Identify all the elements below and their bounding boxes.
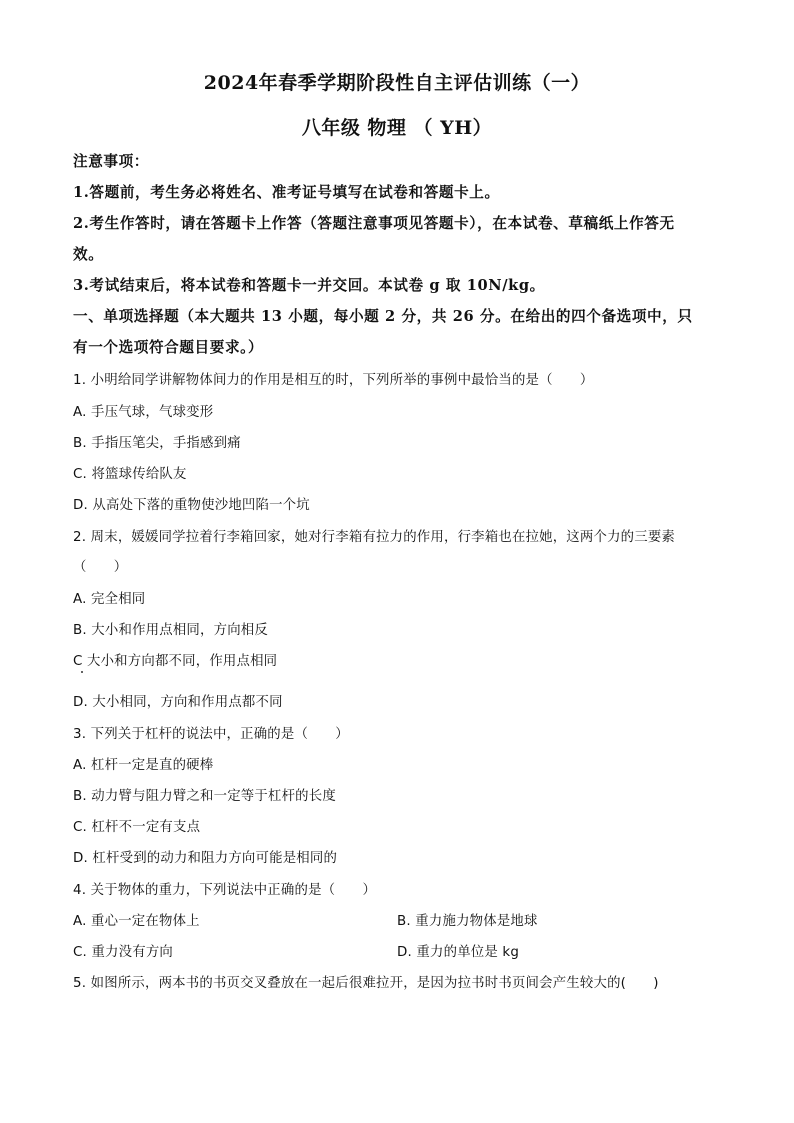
- note-item-1: 1.答题前，考生务必将姓名、准考证号填写在试卷和答题卡上。: [73, 184, 500, 201]
- question-2-option-a: A. 完全相同: [73, 592, 146, 607]
- notes-heading: 注意事项：: [73, 153, 149, 170]
- question-2-stem-bracket: （ ）: [73, 560, 128, 575]
- question-3-stem: 3. 下列关于杠杆的说法中，正确的是（ ）: [73, 727, 349, 742]
- question-1-option-d: D. 从高处下落的重物使沙地凹陷一个坑: [73, 498, 310, 513]
- question-4-option-a: A. 重心一定在物体上: [73, 914, 200, 929]
- note-item-2: 2.考生作答时，请在答题卡上作答（答题注意事项见答题卡），在本试卷、草稿纸上作答无: [73, 215, 675, 232]
- stray-dot: [81, 671, 83, 673]
- note-item-2-cont: 效。: [73, 246, 104, 263]
- question-3-option-a: A. 杠杆一定是直的硬棒: [73, 758, 214, 773]
- question-1-option-b: B. 手指压笔尖，手指感到痛: [73, 436, 241, 451]
- section-heading-line1: 一、单项选择题（本大题共 13 小题，每小题 2 分，共 26 分。在给出的四个备选项中，只: [73, 308, 693, 325]
- question-5-stem: 5. 如图所示，两本书的书页交叉叠放在一起后很难拉开，是因为拉书时书页间会产生较大的( ): [73, 976, 659, 991]
- exam-title: 2024年春季学期阶段性自主评估训练（一）: [203, 72, 591, 94]
- question-2-option-b: B. 大小和作用点相同，方向相反: [73, 623, 268, 638]
- question-4-stem: 4. 关于物体的重力，下列说法中正确的是（ ）: [73, 883, 377, 898]
- question-2-stem: 2. 周末，媛媛同学拉着行李箱回家，她对行李箱有拉力的作用，行李箱也在拉她，这两个力的三要素: [73, 530, 676, 545]
- question-3-option-b: B. 动力臂与阻力臂之和一定等于杠杆的长度: [73, 789, 336, 804]
- question-3-option-c: C. 杠杆不一定有支点: [73, 820, 201, 835]
- question-2-option-c: C 大小和方向都不同，作用点相同: [73, 654, 278, 669]
- question-4-option-c: C. 重力没有方向: [73, 945, 174, 960]
- question-1-option-c: C. 将篮球传给队友: [73, 467, 187, 482]
- question-1-option-a: A. 手压气球，气球变形: [73, 405, 214, 420]
- question-4-option-b: B. 重力施力物体是地球: [397, 914, 538, 929]
- exam-subtitle: 八年级 物理 （ YH）: [301, 117, 493, 139]
- question-4-option-d: D. 重力的单位是 kg: [397, 945, 520, 960]
- note-item-3: 3.考试结束后，将本试卷和答题卡一并交回。本试卷 g 取 10N/kg。: [73, 277, 545, 294]
- section-heading-line2: 有一个选项符合题目要求。）: [73, 339, 264, 356]
- question-1-stem: 1. 小明给同学讲解物体间力的作用是相互的时，下列所举的事例中最恰当的是（ ）: [73, 373, 594, 388]
- question-3-option-d: D. 杠杆受到的动力和阻力方向可能是相同的: [73, 851, 338, 866]
- question-2-option-d: D. 大小相同，方向和作用点都不同: [73, 695, 283, 710]
